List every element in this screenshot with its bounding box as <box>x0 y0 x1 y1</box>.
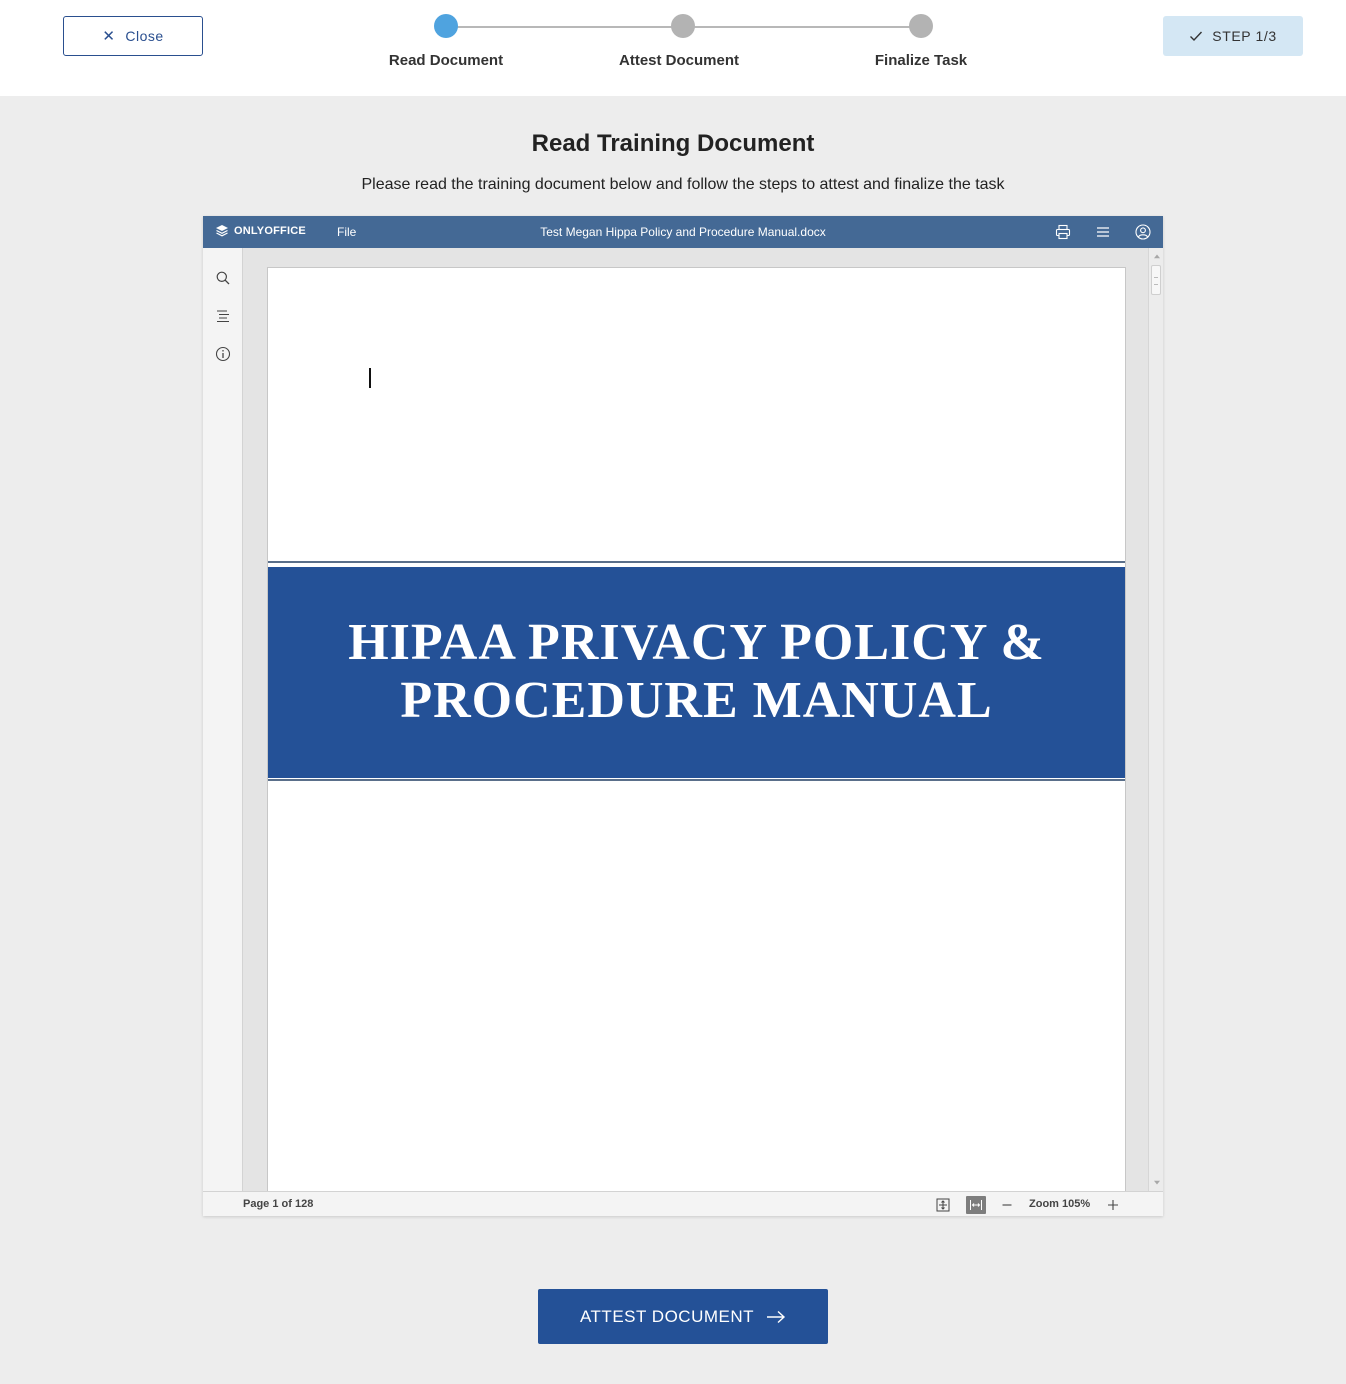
step-3-label: Finalize Task <box>874 52 968 69</box>
scroll-down-icon[interactable] <box>1151 1178 1162 1188</box>
attest-document-button[interactable] <box>538 1289 828 1344</box>
close-icon: ✕ <box>102 27 116 45</box>
banner-rule <box>268 779 1125 781</box>
navigation-icon[interactable] <box>214 307 232 325</box>
scroll-up-icon[interactable] <box>1151 251 1162 261</box>
document-canvas[interactable] <box>243 248 1148 1191</box>
scroll-thumb[interactable] <box>1151 265 1161 295</box>
top-header <box>0 0 1346 96</box>
page-title: Read Training Document <box>531 130 815 157</box>
step-badge <box>1163 16 1303 56</box>
step-1-label: Read Document <box>388 52 504 69</box>
user-icon[interactable] <box>1134 223 1152 241</box>
attest-button-label: ATTEST DOCUMENT <box>579 1306 755 1326</box>
info-icon[interactable] <box>214 345 232 363</box>
brand-name: ONLYOFFICE <box>234 225 306 237</box>
check-icon <box>1189 29 1203 43</box>
step-badge-label: STEP 1/3 <box>1212 28 1277 44</box>
editor-toolbar <box>203 216 1163 248</box>
vertical-scrollbar[interactable] <box>1148 248 1163 1191</box>
zoom-in-icon[interactable] <box>1104 1196 1122 1214</box>
page-indicator: Page 1 of 128 <box>243 1198 314 1210</box>
zoom-level: Zoom 105% <box>1029 1198 1091 1210</box>
document-viewer <box>203 216 1163 1216</box>
document-page[interactable] <box>267 267 1126 1191</box>
banner-rule <box>268 561 1125 563</box>
title-banner <box>268 565 1125 778</box>
fit-width-icon[interactable] <box>966 1196 986 1214</box>
arrow-right-icon <box>766 1310 786 1324</box>
close-label: Close <box>125 28 164 44</box>
status-bar <box>203 1191 1163 1216</box>
step-2-label: Attest Document <box>618 52 740 69</box>
search-icon[interactable] <box>214 269 232 287</box>
document-heading: HIPAA PRIVACY POLICY & PROCEDURE MANUAL <box>348 614 1045 729</box>
step-2-indicator <box>671 14 695 38</box>
menu-icon[interactable] <box>1094 223 1112 241</box>
step-3-indicator <box>909 14 933 38</box>
page-subtitle: Please read the training document below and follow the steps to attest and finalize the task <box>361 176 1005 193</box>
zoom-out-icon[interactable] <box>998 1196 1016 1214</box>
file-menu[interactable]: File <box>337 225 357 239</box>
step-1-indicator <box>434 14 458 38</box>
step-connector <box>683 26 921 28</box>
document-name: Test Megan Hippa Policy and Procedure Manual.docx <box>540 225 826 239</box>
print-icon[interactable] <box>1054 223 1072 241</box>
progress-stepper <box>0 0 1346 96</box>
step-connector <box>446 26 683 28</box>
left-sidebar <box>203 248 243 1191</box>
text-cursor <box>369 368 371 388</box>
fit-page-icon[interactable] <box>934 1196 952 1214</box>
